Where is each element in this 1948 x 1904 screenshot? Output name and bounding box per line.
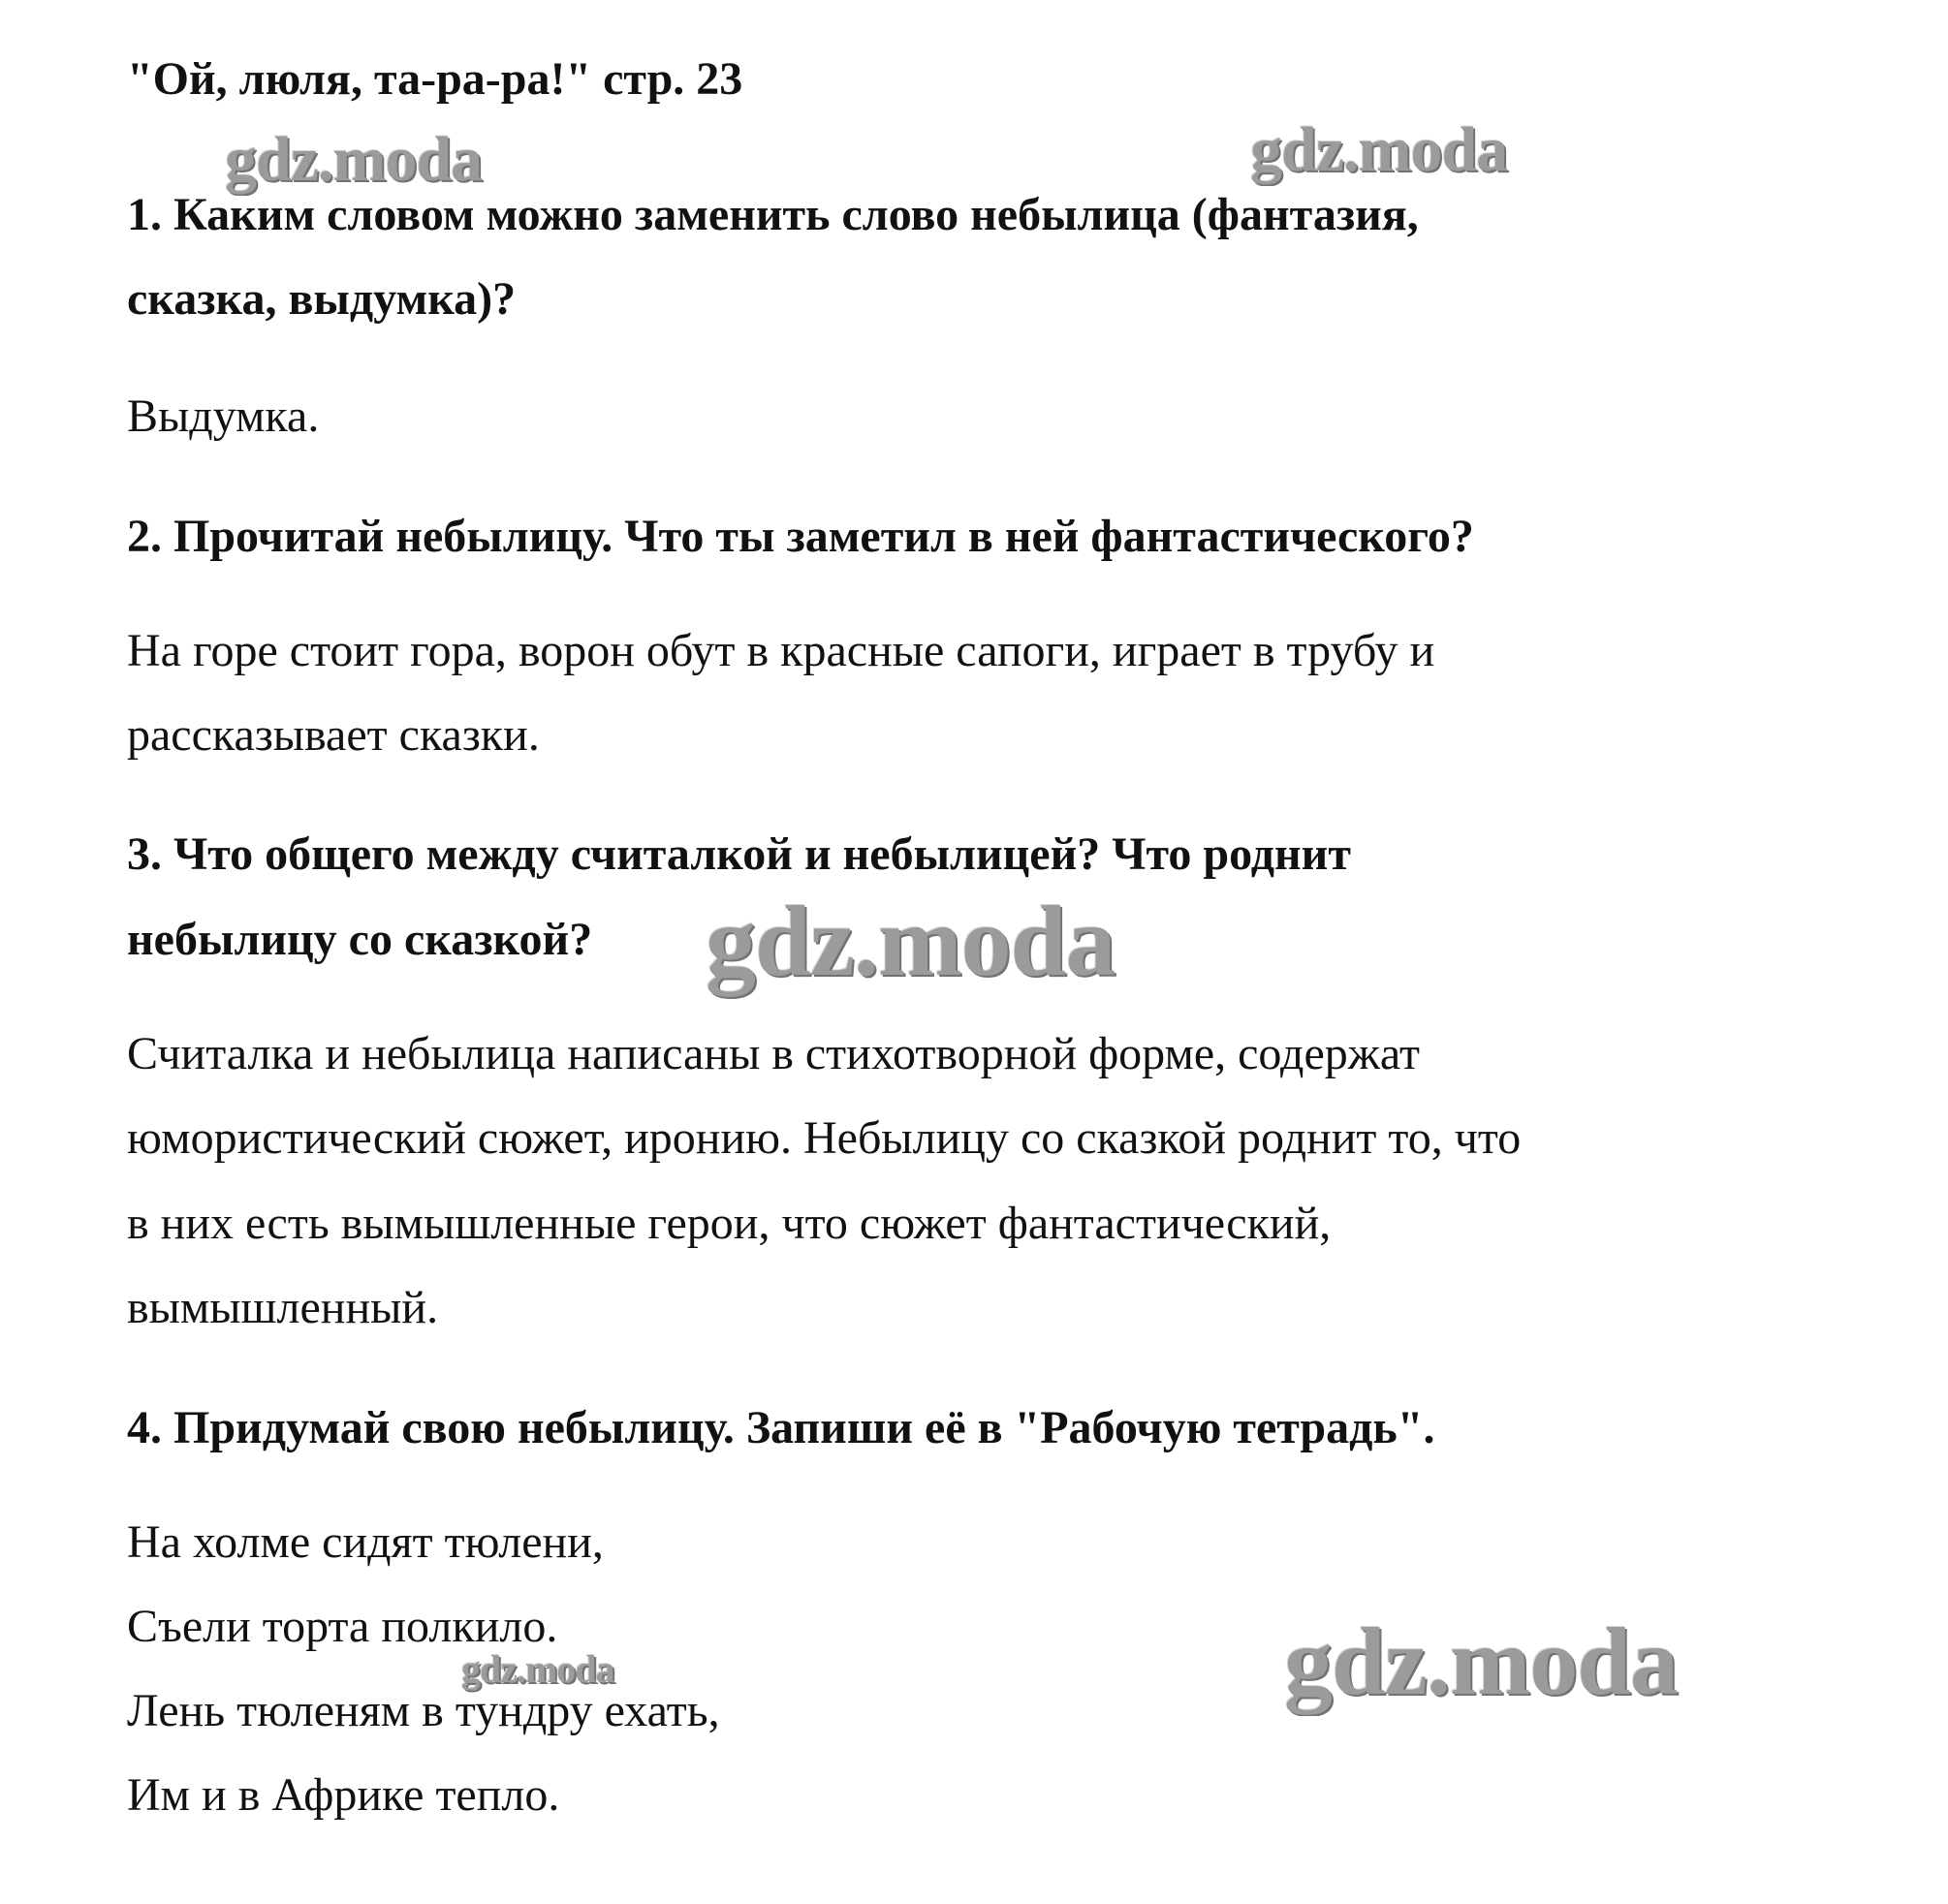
poem-line-1: На холме сидят тюлени, — [127, 1516, 604, 1568]
poem-line-3: Лень тюленям в тундру ехать, — [127, 1685, 720, 1736]
question-2-line-1: 2. Прочитай небылицу. Что ты заметил в ней фантастического? — [127, 511, 1474, 562]
watermark-logo: gdz.moda — [225, 124, 483, 195]
watermark-logo: gdz.moda — [1250, 114, 1508, 185]
answer-2-line-1: На горе стоит гора, ворон обут в красные сапоги, играет в трубу и — [127, 625, 1435, 676]
poem-line-2: Съели торта полкило. — [127, 1601, 558, 1652]
answer-3-line-3: в них есть вымышленные герои, что сюжет фантастический, — [127, 1198, 1332, 1249]
question-4-line-1: 4. Придумай свою небылицу. Запиши её в "Рабочую тетрадь". — [127, 1402, 1435, 1453]
page-title: "Ой, люля, та-ра-ра!" стр. 23 — [127, 53, 743, 105]
answer-3-line-4: вымышленный. — [127, 1282, 439, 1333]
watermark-logo: gdz.moda — [1284, 1607, 1678, 1715]
answer-2-line-2: рассказывает сказки. — [127, 709, 540, 761]
watermark-logo: gdz.moda — [461, 1647, 614, 1691]
question-1-line-2: сказка, выдумка)? — [127, 273, 517, 325]
question-1-line-1: 1. Каким словом можно заменить слово небылица (фантазия, — [127, 189, 1419, 240]
answer-1-line-1: Выдумка. — [127, 390, 320, 442]
answer-3-line-1: Считалка и небылица написаны в стихотворной форме, содержат — [127, 1028, 1420, 1079]
question-3-line-1: 3. Что общего между считалкой и небылицей? Что роднит — [127, 828, 1351, 880]
watermark-logo: gdz.moda — [706, 886, 1115, 997]
poem-line-4: Им и в Африке тепло. — [127, 1769, 560, 1821]
answer-3-line-2: юмористический сюжет, иронию. Небылицу со сказкой роднит то, что — [127, 1112, 1522, 1164]
question-3-line-2: небылицу со сказкой? — [127, 914, 593, 965]
